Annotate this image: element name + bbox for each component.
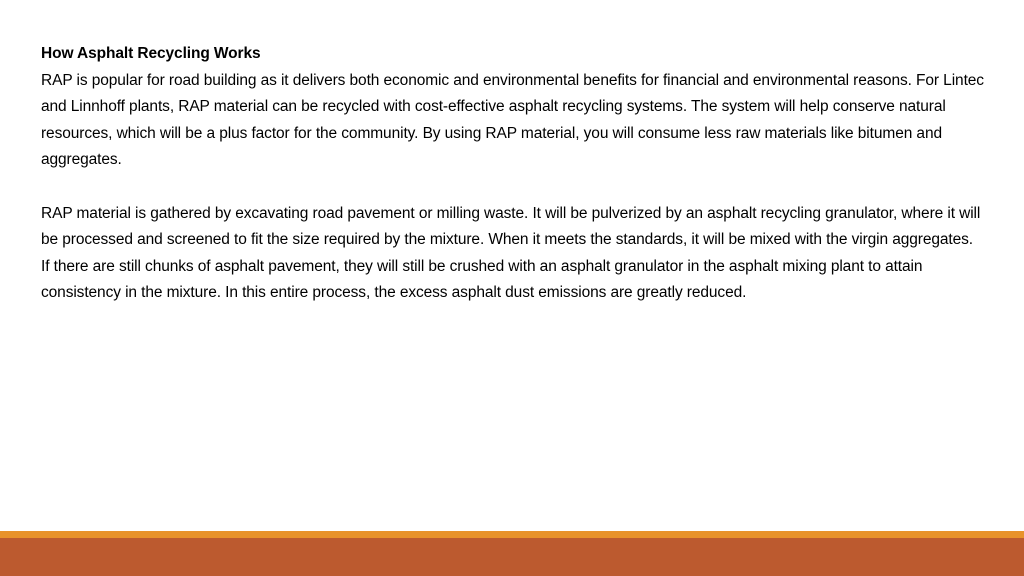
paragraph-spacer bbox=[41, 174, 989, 201]
paragraph-rap-process: RAP material is gathered by excavating road pavement or milling waste. It will be pulverized by an asphalt recycling granulator, where it will be processed and screened to fit the size required by the mixture. When it meets the standards, it will be mixed with the virgin aggregates. If there are still chunks of asphalt pavement, they will still be crushed with an asphalt granulator in the asphalt mixing plant to attain consistency in the mixture. In this entire process, the excess asphalt dust emissions are greatly reduced. bbox=[41, 204, 985, 302]
footer-accent-stripe bbox=[0, 531, 1024, 538]
slide-body bbox=[41, 41, 989, 307]
footer-bar bbox=[0, 538, 1024, 576]
paragraph-rap-benefits: RAP is popular for road building as it delivers both economic and environmental benefits for financial and environmental reasons. For Lintec and Linnhoff plants, RAP material can be recycled with cost-effective asphalt recycling systems. The system will help conserve natural resources, which will be a plus factor for the community. By using RAP material, you will consume less raw materials like bitumen and aggregates. bbox=[41, 71, 984, 169]
slide-title: How Asphalt Recycling Works bbox=[41, 45, 261, 62]
